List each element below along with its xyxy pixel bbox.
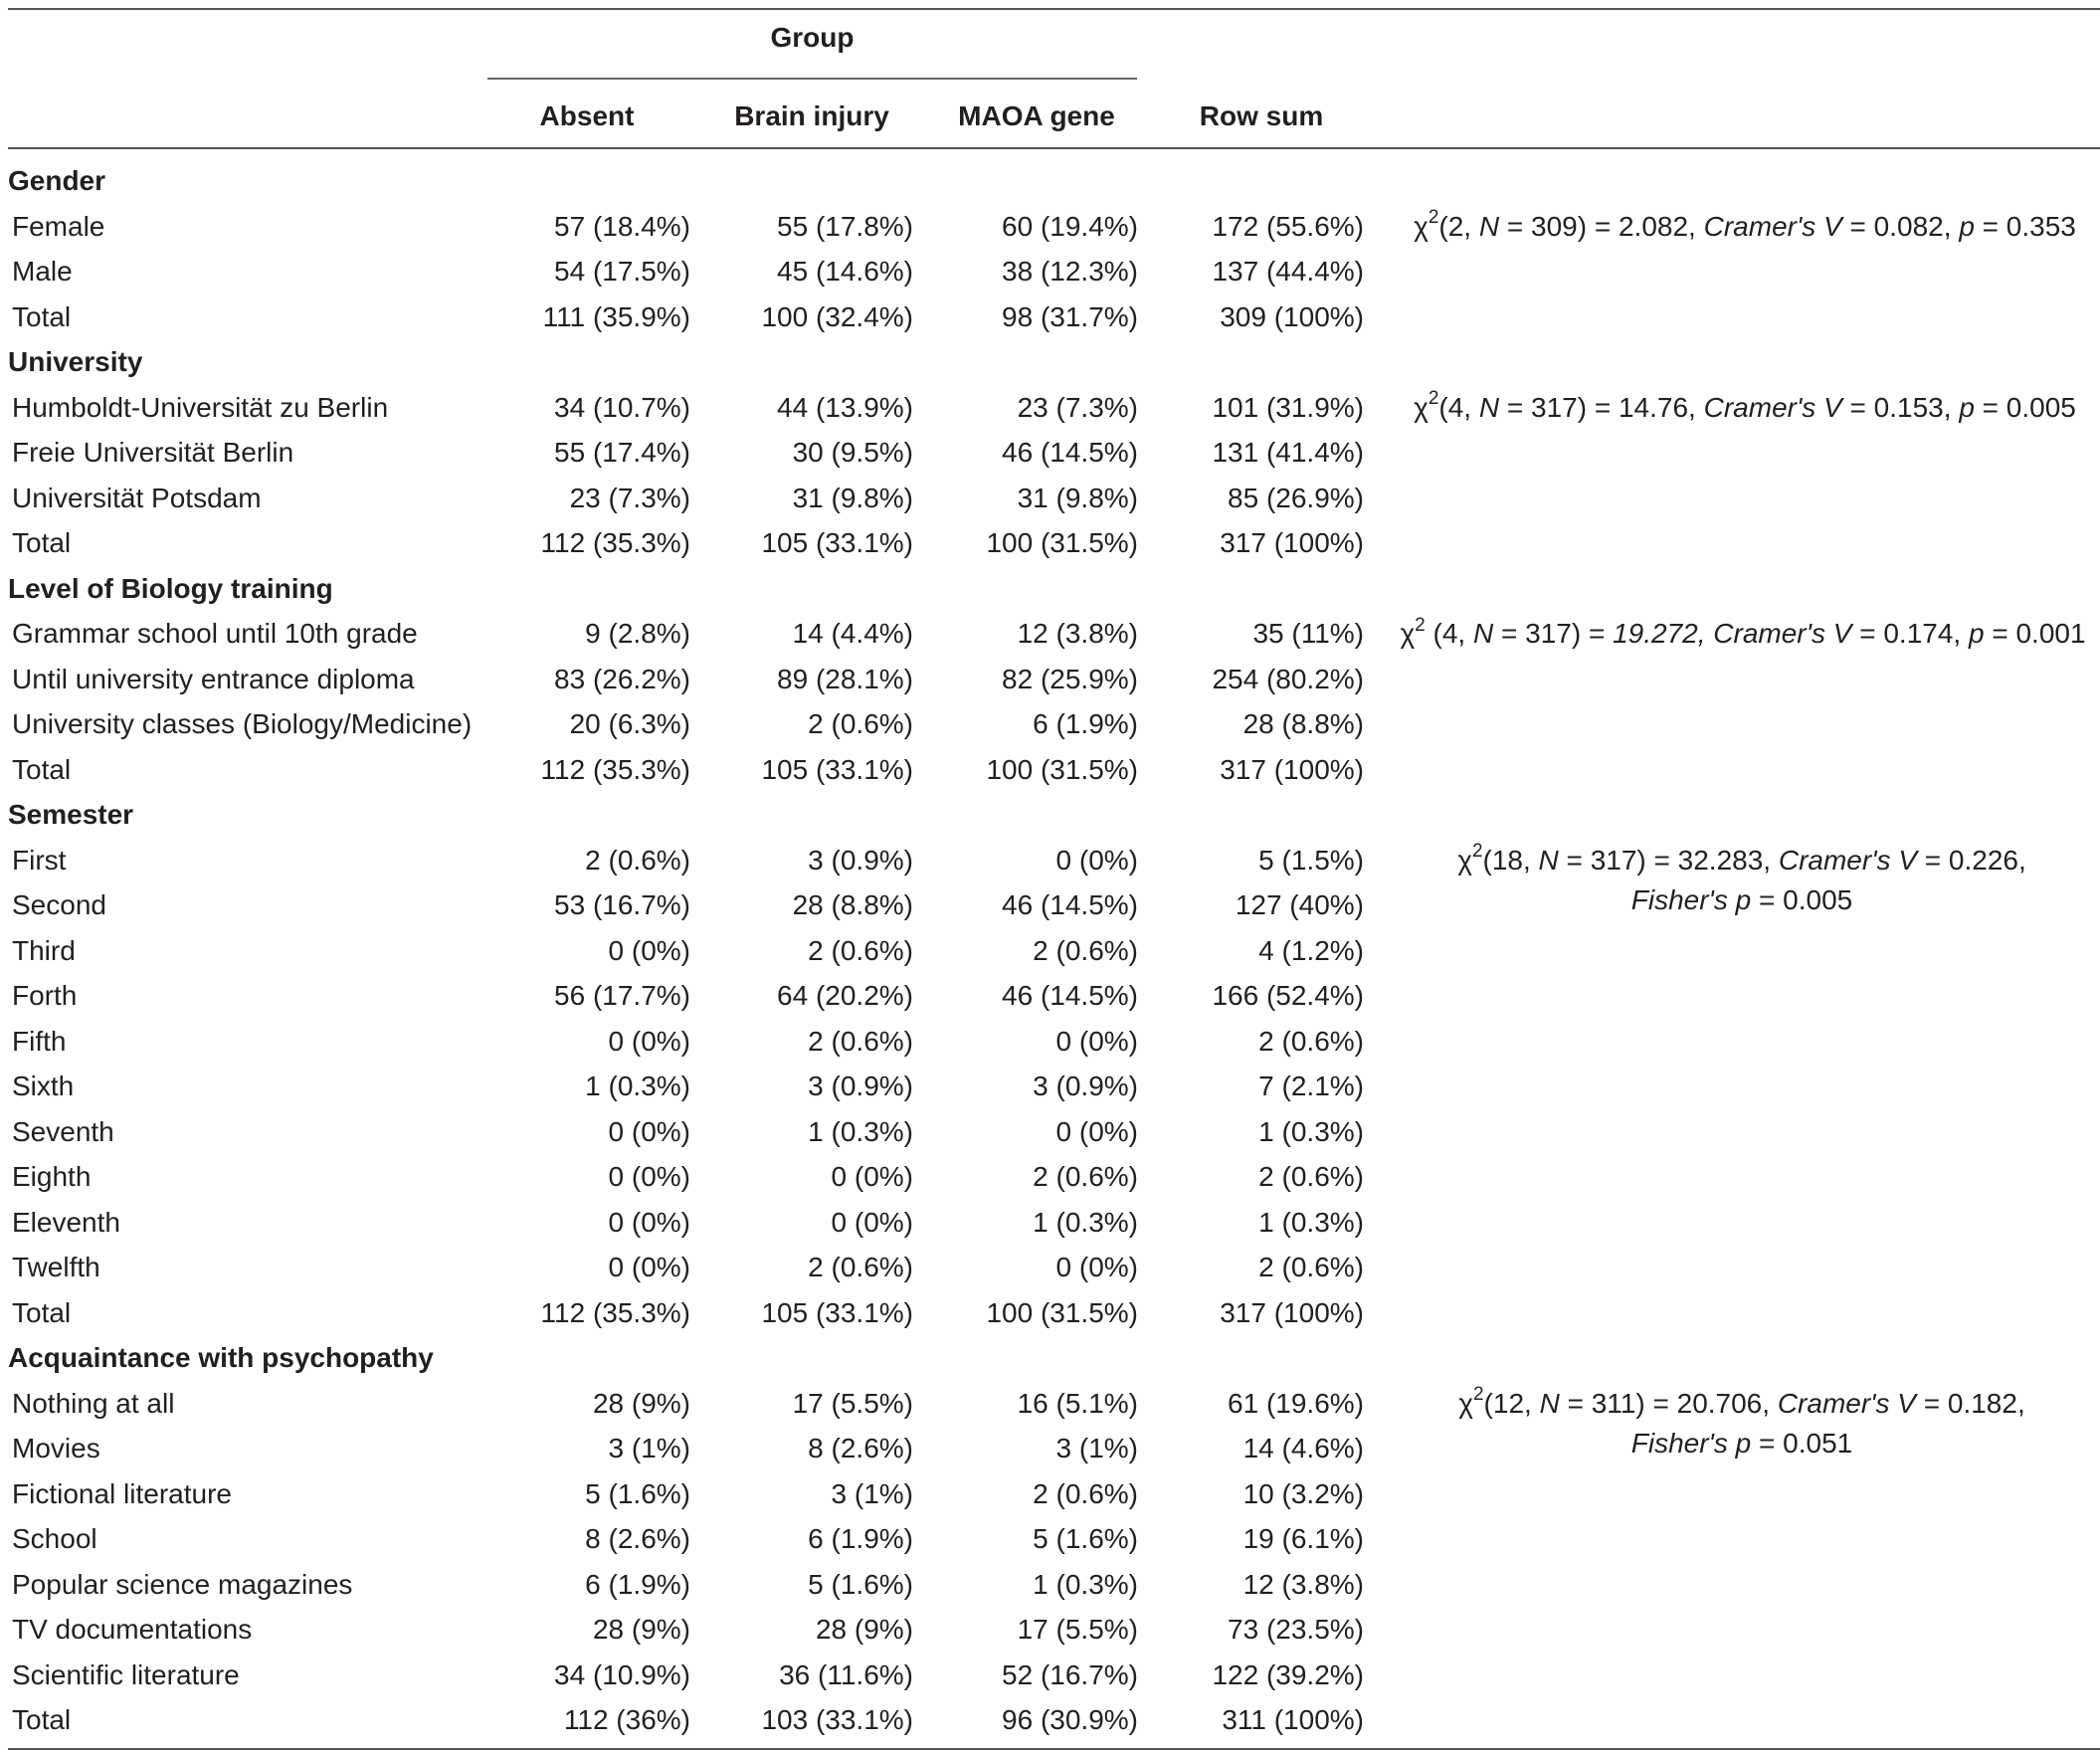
row-cell: 2 (0.6%) xyxy=(808,934,913,966)
row-cell: 0 (0%) xyxy=(831,1206,913,1238)
row-cell: 112 (35.3%) xyxy=(540,527,690,558)
row-cell: 34 (10.9%) xyxy=(554,1658,690,1690)
row-cell: 3 (1%) xyxy=(608,1433,690,1463)
row-label: Total xyxy=(12,300,72,332)
row-cell: 98 (31.7%) xyxy=(1002,300,1138,332)
chi-square-statistic xyxy=(1457,841,2026,920)
row-cell: 172 (55.6%) xyxy=(1212,210,1364,242)
row-cell: 64 (20.2%) xyxy=(777,980,913,1011)
row-cell: 54 (17.5%) xyxy=(554,256,690,287)
row-cell: 56 (17.7%) xyxy=(554,980,690,1011)
section-title: Gender xyxy=(8,165,106,196)
row-cell: 55 (17.8%) xyxy=(777,210,913,242)
row-cell: 1 (0.3%) xyxy=(808,1115,913,1147)
row-cell: 35 (11%) xyxy=(1252,618,1364,649)
row-cell: 0 (0%) xyxy=(1055,844,1138,876)
row-label: Second xyxy=(12,889,106,920)
row-label: Eleventh xyxy=(12,1206,120,1238)
row-cell: 9 (2.8%) xyxy=(585,618,690,649)
row-cell: 2 (0.6%) xyxy=(585,844,690,876)
row-cell: 12 (3.8%) xyxy=(1017,618,1138,649)
row-label: Twelfth xyxy=(12,1252,100,1282)
row-cell: 3 (1%) xyxy=(1055,1433,1138,1463)
row-cell: 0 (0%) xyxy=(1055,1252,1138,1282)
row-cell: 0 (0%) xyxy=(608,934,690,966)
row-label: Until university entrance diploma xyxy=(12,663,415,694)
row-cell: 6 (1.9%) xyxy=(1033,708,1138,739)
row-cell: 8 (2.6%) xyxy=(808,1433,913,1463)
row-cell: 101 (31.9%) xyxy=(1212,391,1364,423)
row-cell: 111 (35.9%) xyxy=(542,300,690,332)
row-cell: 53 (16.7%) xyxy=(554,889,690,920)
row-cell: 2 (0.6%) xyxy=(1033,934,1138,966)
row-cell: 122 (39.2%) xyxy=(1212,1658,1364,1690)
row-cell: 5 (1.6%) xyxy=(585,1477,690,1509)
column-header-row-sum: Row sum xyxy=(1199,100,1324,131)
row-label: Popular science magazines xyxy=(12,1568,353,1600)
row-cell: 1 (0.3%) xyxy=(1258,1115,1364,1147)
row-cell: 100 (31.5%) xyxy=(986,527,1138,558)
row-label: Third xyxy=(12,934,76,966)
row-cell: 61 (19.6%) xyxy=(1228,1387,1364,1419)
row-cell: 20 (6.3%) xyxy=(569,708,690,739)
chi-square-statistic xyxy=(1458,1384,2024,1463)
section-title: Acquaintance with psychopathy xyxy=(8,1342,434,1373)
row-cell: 85 (26.9%) xyxy=(1228,482,1364,513)
row-cell: 112 (35.3%) xyxy=(540,753,690,785)
row-label: Freie Universität Berlin xyxy=(12,437,294,468)
row-cell: 2 (0.6%) xyxy=(1258,1161,1364,1192)
row-cell: 52 (16.7%) xyxy=(1002,1658,1138,1690)
row-label: Movies xyxy=(12,1433,100,1463)
row-cell: 28 (8.8%) xyxy=(792,889,913,920)
row-label: Male xyxy=(12,256,73,287)
row-label: Scientific literature xyxy=(12,1658,240,1690)
row-cell: 254 (80.2%) xyxy=(1212,663,1364,694)
row-cell: 28 (8.8%) xyxy=(1242,708,1364,739)
row-cell: 131 (41.4%) xyxy=(1212,437,1364,468)
row-cell: 2 (0.6%) xyxy=(808,708,913,739)
row-cell: 103 (33.1%) xyxy=(761,1704,913,1735)
row-cell: 17 (5.5%) xyxy=(1017,1614,1138,1645)
row-cell: 45 (14.6%) xyxy=(777,256,913,287)
row-label: School xyxy=(12,1523,97,1554)
chi-square-statistic xyxy=(1414,207,2076,247)
row-cell: 1 (0.3%) xyxy=(1033,1206,1138,1238)
group-header: Group xyxy=(770,22,855,53)
row-cell: 105 (33.1%) xyxy=(761,1296,913,1328)
row-label: Grammar school until 10th grade xyxy=(12,618,418,649)
row-cell: 96 (30.9%) xyxy=(1002,1704,1138,1735)
row-cell: 2 (0.6%) xyxy=(1258,1252,1364,1282)
row-label: Universität Potsdam xyxy=(12,482,262,513)
row-cell: 46 (14.5%) xyxy=(1002,980,1138,1011)
chi-square-statistic xyxy=(1400,614,2085,654)
row-cell: 14 (4.6%) xyxy=(1242,1433,1364,1463)
row-label: Total xyxy=(12,527,72,558)
column-header-brain-injury: Brain injury xyxy=(734,100,889,131)
row-cell: 3 (0.9%) xyxy=(808,1071,913,1101)
row-cell: 31 (9.8%) xyxy=(792,482,913,513)
row-cell: 17 (5.5%) xyxy=(792,1387,913,1419)
row-cell: 46 (14.5%) xyxy=(1002,889,1138,920)
row-cell: 44 (13.9%) xyxy=(777,391,913,423)
row-cell: 0 (0%) xyxy=(608,1252,690,1282)
section-title: Level of Biology training xyxy=(8,572,333,604)
row-cell: 16 (5.1%) xyxy=(1017,1387,1138,1419)
header-bottom-rule xyxy=(8,147,2100,149)
row-label: First xyxy=(12,844,67,876)
row-label: Female xyxy=(12,210,105,242)
row-cell: 83 (26.2%) xyxy=(554,663,690,694)
row-label: Fictional literature xyxy=(12,1477,232,1509)
row-label: Seventh xyxy=(12,1115,114,1147)
row-label: Humboldt-Universität zu Berlin xyxy=(12,391,389,423)
row-cell: 30 (9.5%) xyxy=(792,437,913,468)
row-cell: 3 (0.9%) xyxy=(808,844,913,876)
column-header-absent: Absent xyxy=(539,100,635,131)
row-cell: 309 (100%) xyxy=(1220,300,1364,332)
row-cell: 34 (10.7%) xyxy=(554,391,690,423)
row-cell: 28 (9%) xyxy=(815,1614,913,1645)
row-label: Sixth xyxy=(12,1071,75,1101)
row-cell: 1 (0.3%) xyxy=(1033,1568,1138,1600)
row-cell: 6 (1.9%) xyxy=(585,1568,690,1600)
row-cell: 3 (0.9%) xyxy=(1033,1071,1138,1101)
row-cell: 7 (2.1%) xyxy=(1258,1071,1364,1101)
row-cell: 8 (2.6%) xyxy=(585,1523,690,1554)
row-cell: 5 (1.6%) xyxy=(808,1568,913,1600)
row-cell: 0 (0%) xyxy=(608,1115,690,1147)
row-cell: 100 (32.4%) xyxy=(761,300,913,332)
section-title: University xyxy=(8,346,143,377)
row-cell: 100 (31.5%) xyxy=(986,1296,1138,1328)
row-cell: 0 (0%) xyxy=(831,1161,913,1192)
row-cell: 317 (100%) xyxy=(1220,527,1364,558)
row-cell: 0 (0%) xyxy=(608,1025,690,1057)
row-cell: 5 (1.5%) xyxy=(1258,844,1364,876)
row-cell: 89 (28.1%) xyxy=(777,663,913,694)
table-bottom-rule xyxy=(8,1748,2100,1750)
row-cell: 38 (12.3%) xyxy=(1002,256,1138,287)
row-cell: 55 (17.4%) xyxy=(554,437,690,468)
statistic-line: $\chi^2$ (4, N = 317) = 19.272, Cramer's V = 0.174, p = 0.001 xyxy=(1400,614,2086,649)
row-cell: 2 (0.6%) xyxy=(1033,1161,1138,1192)
row-cell: 5 (1.6%) xyxy=(1033,1523,1138,1554)
row-cell: 1 (0.3%) xyxy=(1258,1206,1364,1238)
row-label: Fifth xyxy=(12,1025,67,1057)
row-cell: 28 (9%) xyxy=(592,1387,690,1419)
row-label: Total xyxy=(12,1296,72,1328)
row-cell: 10 (3.2%) xyxy=(1242,1477,1364,1509)
row-cell: 2 (0.6%) xyxy=(808,1025,913,1057)
row-cell: 137 (44.4%) xyxy=(1212,256,1364,287)
row-cell: 12 (3.8%) xyxy=(1242,1568,1364,1600)
row-cell: 0 (0%) xyxy=(608,1206,690,1238)
row-cell: 73 (23.5%) xyxy=(1228,1614,1364,1645)
row-cell: 60 (19.4%) xyxy=(1002,210,1138,242)
row-cell: 23 (7.3%) xyxy=(569,482,690,513)
row-label: Total xyxy=(12,753,72,785)
row-cell: 105 (33.1%) xyxy=(761,753,913,785)
row-cell: 23 (7.3%) xyxy=(1017,391,1138,423)
row-cell: 14 (4.4%) xyxy=(792,618,913,649)
statistic-line: $\chi^2(18$, N = 317) = 32.283, Cramer's V = 0.226, xyxy=(1457,841,2026,876)
row-cell: 1 (0.3%) xyxy=(585,1071,690,1101)
row-label: University classes (Biology/Medicine) xyxy=(12,708,473,739)
statistic-line: $\chi^2(4$, N = 317) = 14.76, Cramer's V = 0.153, p = 0.005 xyxy=(1414,388,2076,423)
statistic-line: Fisher's p = 0.005 xyxy=(1630,883,1853,915)
statistic-line: $\chi^2(2$, N = 309) = 2.082, Cramer's V = 0.082, p = 0.353 xyxy=(1414,207,2076,242)
row-cell: 0 (0%) xyxy=(1055,1115,1138,1147)
row-cell: 317 (100%) xyxy=(1220,1296,1364,1328)
row-label: Total xyxy=(12,1704,72,1735)
statistic-line: $\chi^2(12$, N = 311) = 20.706, Cramer's V = 0.182, xyxy=(1458,1384,2025,1419)
row-cell: 46 (14.5%) xyxy=(1002,437,1138,468)
row-cell: 2 (0.6%) xyxy=(808,1252,913,1282)
row-label: Eighth xyxy=(12,1161,92,1192)
row-cell: 2 (0.6%) xyxy=(1258,1025,1364,1057)
row-cell: 4 (1.2%) xyxy=(1258,934,1364,966)
group-header-rule xyxy=(487,78,1137,80)
row-cell: 112 (35.3%) xyxy=(540,1296,690,1328)
row-cell: 19 (6.1%) xyxy=(1242,1523,1364,1554)
column-header-maoa-gene: MAOA gene xyxy=(958,100,1115,131)
table-top-rule xyxy=(8,8,2100,10)
section-title: Semester xyxy=(8,799,134,830)
row-cell: 36 (11.6%) xyxy=(779,1658,913,1690)
row-cell: 317 (100%) xyxy=(1220,753,1364,785)
row-cell: 311 (100%) xyxy=(1222,1704,1364,1735)
row-cell: 6 (1.9%) xyxy=(808,1523,913,1554)
row-cell: 0 (0%) xyxy=(608,1161,690,1192)
row-cell: 28 (9%) xyxy=(592,1614,690,1645)
row-cell: 2 (0.6%) xyxy=(1033,1477,1138,1509)
row-cell: 57 (18.4%) xyxy=(554,210,690,242)
statistic-line: Fisher's p = 0.051 xyxy=(1630,1427,1853,1459)
row-label: Forth xyxy=(12,980,78,1011)
row-cell: 105 (33.1%) xyxy=(761,527,913,558)
row-label: Nothing at all xyxy=(12,1387,175,1419)
row-cell: 100 (31.5%) xyxy=(986,753,1138,785)
row-cell: 31 (9.8%) xyxy=(1017,482,1138,513)
chi-square-statistic xyxy=(1414,388,2076,428)
row-cell: 0 (0%) xyxy=(1055,1025,1138,1057)
row-cell: 127 (40%) xyxy=(1235,889,1364,920)
row-cell: 3 (1%) xyxy=(831,1477,913,1509)
row-cell: 82 (25.9%) xyxy=(1002,663,1138,694)
row-label: TV documentations xyxy=(12,1614,253,1645)
row-cell: 166 (52.4%) xyxy=(1212,980,1364,1011)
row-cell: 112 (36%) xyxy=(563,1704,690,1735)
